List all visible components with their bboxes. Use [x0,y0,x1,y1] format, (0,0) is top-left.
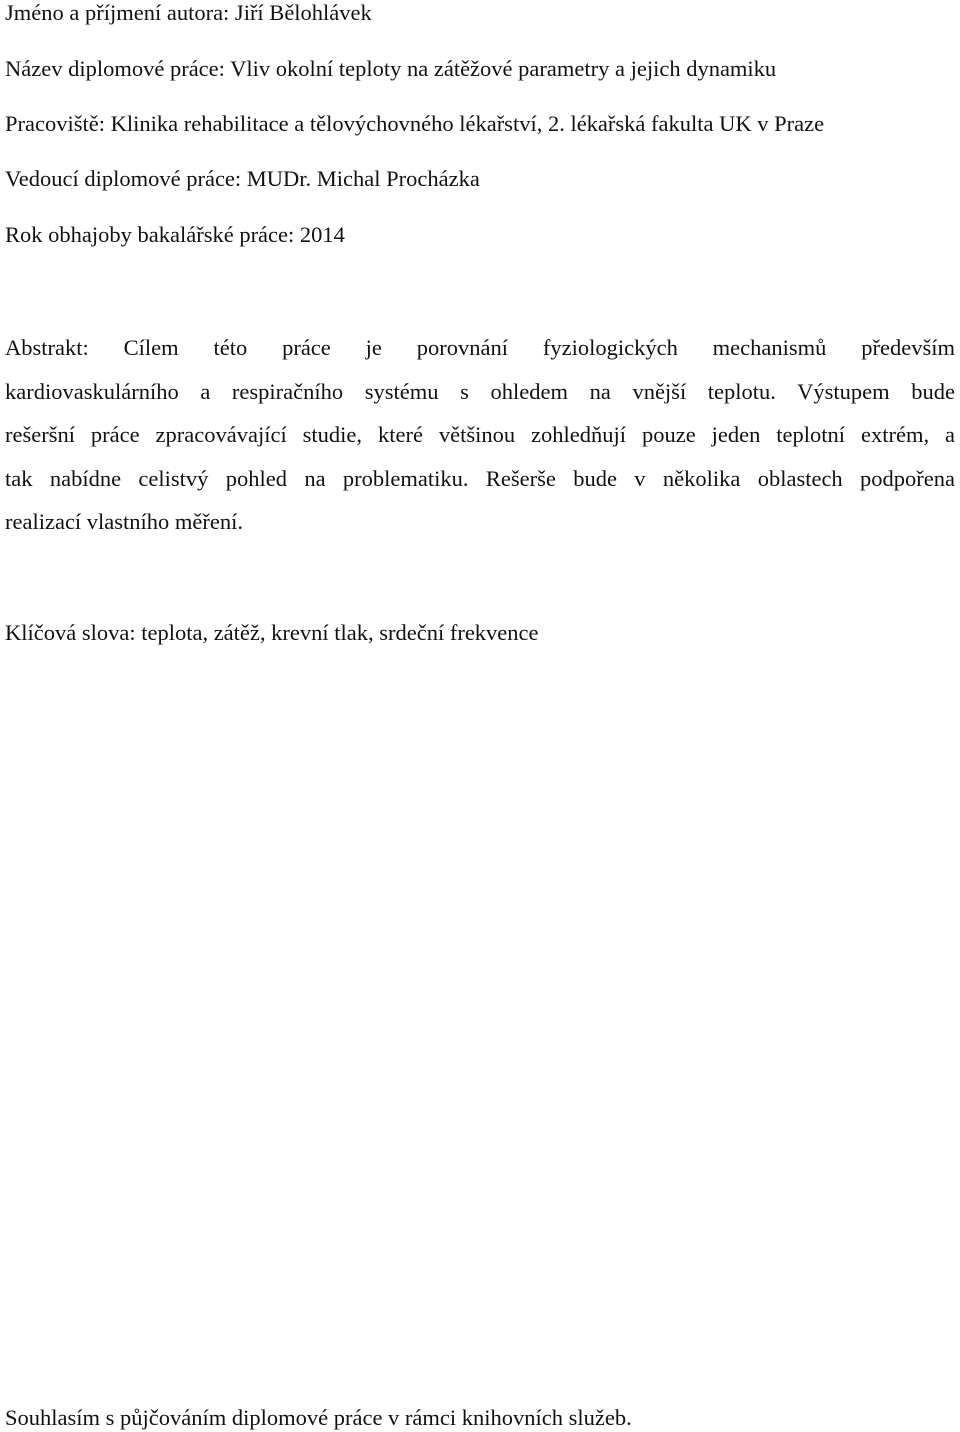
thesis-title-line: Název diplomové práce: Vliv okolní teploty na zátěžové parametry a jejich dynamiku [5,56,777,81]
abstract-line: realizací vlastního měření. [5,509,244,534]
workplace-line: Pracoviště: Klinika rehabilitace a tělovýchovného lékařství, 2. lékařská fakulta UK v Praze [5,111,825,136]
abstract-line: Abstrakt: Cílem této práce je porovnání fyziologických mechanismů především [5,335,955,360]
keywords-line: Klíčová slova: teplota, zátěž, krevní tlak, srdeční frekvence [5,620,539,645]
abstract-line: tak nabídne celistvý pohled na problematiku. Rešerše bude v několika oblastech podpořena [5,465,955,491]
abstract-paragraph [5,334,955,552]
abstract-line: kardiovaskulárního a respiračního systému s ohledem na vnější teplotu. Výstupem bude [5,378,955,404]
defense-year-line: Rok obhajoby bakalářské práce: 2014 [5,222,345,247]
supervisor-line: Vedoucí diplomové práce: MUDr. Michal Procházka [5,166,480,191]
author-line: Jméno a příjmení autora: Jiří Bělohlávek [5,0,372,25]
abstract-line: rešeršní práce zpracovávající studie, které většinou zohledňují pouze jeden teplotní extrém, a [5,422,955,447]
library-consent-line: Souhlasím s půjčováním diplomové práce v rámci knihovních služeb. [5,1405,632,1430]
